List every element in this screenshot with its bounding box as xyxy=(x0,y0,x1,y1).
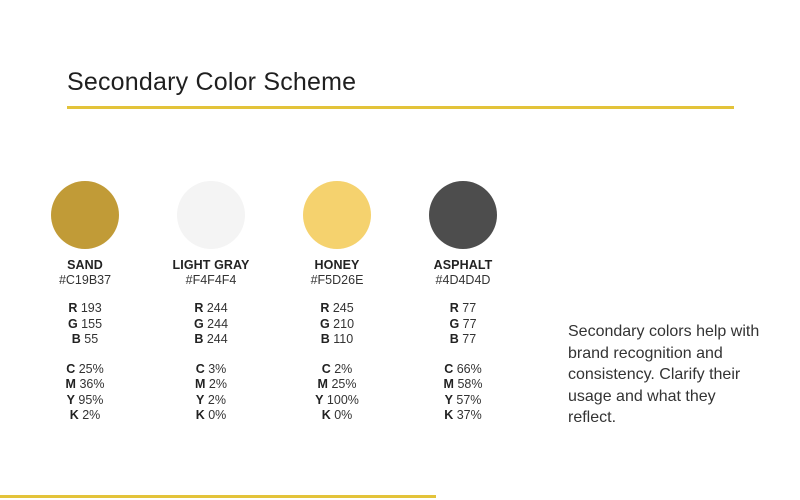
cmyk-y: Y 57% xyxy=(444,392,482,407)
rgb-g: G 155 xyxy=(67,316,103,331)
rgb-values xyxy=(272,301,402,348)
swatch-sand xyxy=(20,181,150,424)
cmyk-m: M 58% xyxy=(443,377,483,391)
cmyk-m: M 2% xyxy=(195,377,227,391)
cmyk-c: C 2% xyxy=(321,361,353,376)
cmyk-c: C 25% xyxy=(66,361,104,376)
color-circle xyxy=(177,181,245,249)
cmyk-y: Y 2% xyxy=(196,392,226,407)
rgb-r: R 244 xyxy=(194,301,228,315)
cmyk-k: K 37% xyxy=(444,408,482,422)
swatch-name: SAND xyxy=(67,258,103,272)
cmyk-values xyxy=(398,362,528,424)
cmyk-c: C 3% xyxy=(195,361,227,376)
cmyk-c: C 66% xyxy=(444,361,482,376)
cmyk-k: K 0% xyxy=(321,408,353,422)
swatch-light-gray xyxy=(146,181,276,424)
description-text: Secondary colors help with brand recognition and consistency. Clarify their usage and what they reflect. xyxy=(568,323,760,426)
cmyk-values xyxy=(20,362,150,424)
swatch-hex: #C19B37 xyxy=(58,273,112,287)
rgb-g: G 210 xyxy=(319,316,355,331)
rgb-b: B 110 xyxy=(320,332,354,346)
rgb-g: G 77 xyxy=(449,316,477,331)
cmyk-values xyxy=(272,362,402,424)
swatch-name: ASPHALT xyxy=(433,258,493,272)
cmyk-y: Y 95% xyxy=(66,392,104,407)
rgb-r: R 193 xyxy=(68,301,102,315)
rgb-b: B 244 xyxy=(194,332,228,346)
rgb-g: G 244 xyxy=(193,316,229,331)
rgb-r: R 245 xyxy=(320,301,354,315)
cmyk-values xyxy=(146,362,276,424)
cmyk-m: M 36% xyxy=(65,377,105,391)
rgb-r: R 77 xyxy=(449,301,477,315)
color-circle xyxy=(303,181,371,249)
swatch-name: HONEY xyxy=(314,258,360,272)
swatch-name: LIGHT GRAY xyxy=(172,258,250,272)
rgb-values xyxy=(398,301,528,348)
cmyk-k: K 2% xyxy=(69,408,101,422)
swatch-honey xyxy=(272,181,402,424)
color-circle xyxy=(51,181,119,249)
rgb-values xyxy=(20,301,150,348)
color-circle xyxy=(429,181,497,249)
swatch-hex: #F4F4F4 xyxy=(185,273,237,287)
rgb-values xyxy=(146,301,276,348)
swatch-asphalt xyxy=(398,181,528,424)
page-title: Secondary Color Scheme xyxy=(67,68,357,96)
cmyk-m: M 25% xyxy=(317,377,357,391)
rgb-b: B 77 xyxy=(449,332,477,346)
bottom-divider xyxy=(0,495,436,498)
cmyk-y: Y 100% xyxy=(315,392,359,407)
title-divider xyxy=(67,106,734,109)
swatch-hex: #F5D26E xyxy=(310,273,364,287)
cmyk-k: K 0% xyxy=(195,408,227,422)
swatch-hex: #4D4D4D xyxy=(435,273,491,287)
rgb-b: B 55 xyxy=(71,332,99,346)
